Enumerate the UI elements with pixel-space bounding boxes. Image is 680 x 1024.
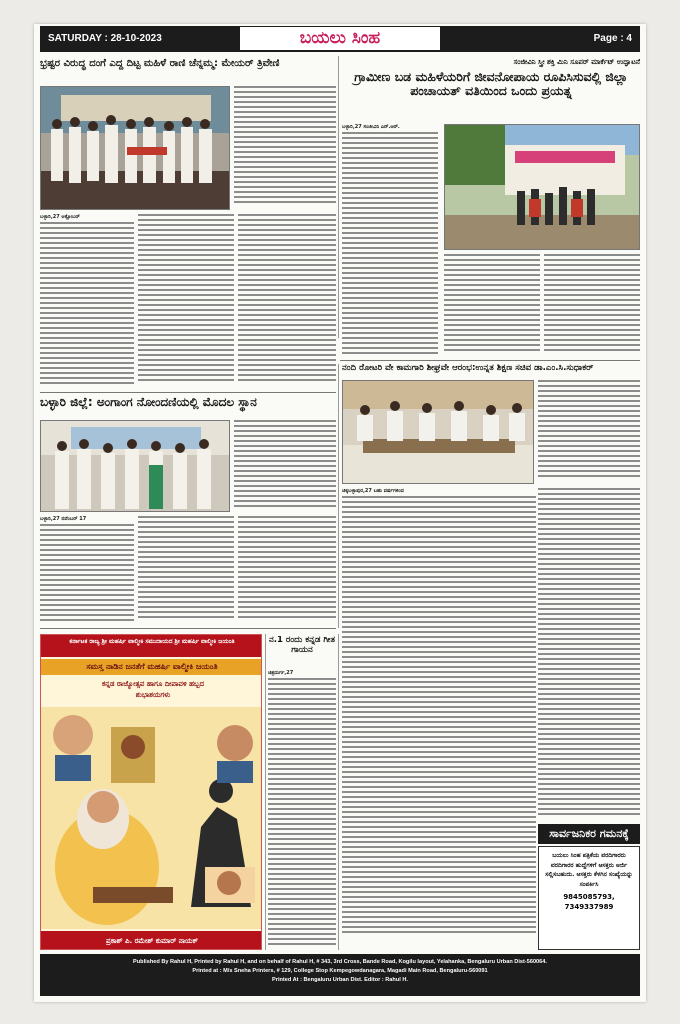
article-body bbox=[538, 488, 640, 822]
column-divider bbox=[338, 634, 339, 950]
article-body bbox=[268, 670, 336, 948]
article-body bbox=[444, 254, 540, 356]
article-dateline: ಚಿಕ್ಕಬಳ್ಳಾಪುರ,27 ಬಹು ವರ್ಷಗಳಿಂದ bbox=[342, 488, 404, 494]
article-body bbox=[40, 516, 134, 624]
valmiki-jayanti-ad bbox=[40, 634, 262, 950]
page-number: Page : 4 bbox=[593, 33, 632, 44]
column-divider bbox=[338, 364, 339, 628]
section-rule bbox=[340, 360, 640, 361]
event-photo bbox=[40, 420, 230, 512]
article-body bbox=[342, 488, 536, 948]
article-body bbox=[40, 214, 134, 386]
article-dateline: ಚಿತ್ರದುರ್ಗ,27 bbox=[268, 670, 294, 676]
article-body bbox=[538, 380, 640, 484]
article-dateline: ಬಳ್ಳಾರಿ,27 ನವೆಂಬರ್ 17 bbox=[40, 516, 87, 522]
article-headline: ನಂದಿ ರೋಟರಿ ವೇ ಕಾಮಗಾರಿ ಶೀಘ್ರವೇ ಆರಂಭ:ಉನ್ನತ ಶಿಕ್ಷಣ ಸಚಿವ ಡಾ.ಎಂ.ಸಿ.ಸುಧಾಕರ್ bbox=[342, 364, 594, 373]
ad-footer: ಪ್ರಕಾಶ್ ಪಿ. ರಮೇಶ್ ಕುಮಾರ್ ನಾಯಕ್ bbox=[41, 931, 262, 950]
issue-date: SATURDAY : 28-10-2023 bbox=[48, 33, 162, 44]
column-divider bbox=[265, 634, 266, 950]
footer-line: Published By Rahul H, Printed by Rahul H, and on behalf of Rahul H, # 343, 3rd Cross, Bande Road, Kogilu layout, Yelahanka, Bengaluru Urban Dist-560064. bbox=[133, 959, 547, 965]
newspaper-title: ಬಯಲು ಸಿಂಹ bbox=[240, 27, 440, 50]
article-dateline: ಬಳ್ಳಾರಿ,27 ಸಂಜೀವಿನಿ ಎನ್.ಆರ್. bbox=[342, 124, 400, 130]
article-body bbox=[234, 420, 336, 512]
supermarket-photo-image bbox=[445, 125, 640, 250]
meeting-photo bbox=[342, 380, 534, 484]
masthead bbox=[40, 26, 640, 52]
footer-line: Printed At : Bengaluru Urban Dist. Editor : Rahul H. bbox=[272, 977, 408, 983]
article-headline: ಭ್ರಷ್ಟರ ವಿರುದ್ಧ ದಂಗೆ ಎದ್ದ ದಿಟ್ಟ ಮಹಿಳೆ ರಾಣಿ ಚೆನ್ನಮ್ಮ: ಮೇಯರ್ ತ್ರಿವೇಣಿ bbox=[40, 58, 280, 69]
article-body bbox=[342, 124, 438, 356]
section-rule bbox=[40, 628, 336, 629]
article-body bbox=[234, 86, 336, 210]
column-divider bbox=[338, 56, 339, 338]
ad-title: ಸಮಸ್ತ ನಾಡಿನ ಜನತೆಗೆ ಮಹರ್ಷಿ ವಾಲ್ಮೀಕಿ ಜಯಂತಿ bbox=[41, 659, 262, 675]
event-photo-image bbox=[41, 87, 230, 210]
notice-body-text: ಬಯಲು ಸಿಂಹ ಪತ್ರಿಕೆಯ ವರದಿಗಾರರು ವರದಿಗಾರರ ಹುದ್ದೆಗಳಿಗೆ ಆಸಕ್ತರು ಅರ್ಜಿ ಸಲ್ಲಿಸಬಹುದು. ಆಸಕ್ತರು ಕೆಳಗಿನ ಸಂಖ್ಯೆಯನ್ನು ಸಂಪರ್ಕಿಸಿ bbox=[545, 852, 633, 888]
newspaper-page bbox=[34, 24, 646, 1002]
section-rule bbox=[40, 392, 336, 393]
notice-box bbox=[538, 846, 640, 950]
footer-line: Printed at : M/s Sneha Printers, # 129, College Stop Kempegowdanagara, Magadi Main Road, Bengaluru-560091 bbox=[192, 968, 488, 974]
event-photo bbox=[40, 86, 230, 210]
article-body bbox=[238, 214, 336, 386]
notice-phone: 9845085793, 7349337989 bbox=[563, 893, 615, 911]
ad-artwork bbox=[41, 707, 262, 929]
event-photo-image bbox=[41, 421, 230, 512]
notice-title: ಸಾರ್ವಜನಿಕರ ಗಮನಕ್ಕೆ bbox=[538, 824, 640, 844]
article-body bbox=[544, 254, 640, 356]
publisher-footer bbox=[40, 954, 640, 996]
article-headline: ಬಳ್ಳಾರಿ ಜಿಲ್ಲೆ: ಅಂಗಾಂಗ ನೋಂದಣಿಯಲ್ಲಿ ಮೊದಲ ಸ್ಥಾನ bbox=[40, 396, 257, 409]
article-body bbox=[138, 214, 234, 386]
ad-wishes: ಕನ್ನಡ ರಾಜ್ಯೋತ್ಸವ ಹಾಗೂ ದೀಪಾವಳಿ ಹಬ್ಬದ ಶುಭಾಶಯಗಳು bbox=[102, 680, 204, 699]
article-headline: ಗ್ರಾಮೀಣ ಬಡ ಮಹಿಳೆಯರಿಗೆ ಜೀವನೋಪಾಯ ರೂಪಿಸಿಸುವಲ್ಲಿ ಜಿಲ್ಲಾ ಪಂಚಾಯತ್ ವತಿಯಿಂದ ಒಂದು ಪ್ರಯತ್ನ bbox=[354, 70, 628, 99]
article-body bbox=[138, 516, 234, 624]
article-dateline: ಬಳ್ಳಾರಿ,27 ಅಕ್ಟೋಬರ್ bbox=[40, 214, 80, 220]
supermarket-photo bbox=[444, 124, 640, 250]
meeting-photo-image bbox=[343, 381, 534, 484]
article-headline: ನ.1 ರಂದು ಕನ್ನಡ ಗೀತ ಗಾಯನ bbox=[269, 636, 335, 655]
article-body bbox=[238, 516, 336, 624]
article-kicker: ಸಂಜೀವಿನಿ ಸ್ತ್ರೀ ಶಕ್ತಿ ಮಿನಿ ಸೂಪರ್ ಮಾರ್ಕೆಟ್ ಉದ್ಘಾಟನೆ bbox=[513, 58, 640, 66]
ad-top-line: ಕರ್ನಾಟಕ ರಾಜ್ಯ ಶ್ರೀ ಮಹರ್ಷಿ ವಾಲ್ಮೀಕಿ ಸಮುದಾಯದ ಶ್ರೀ ಮಹರ್ಷಿ ವಾಲ್ಮೀಕಿ ಜಯಂತಿ bbox=[41, 635, 262, 657]
